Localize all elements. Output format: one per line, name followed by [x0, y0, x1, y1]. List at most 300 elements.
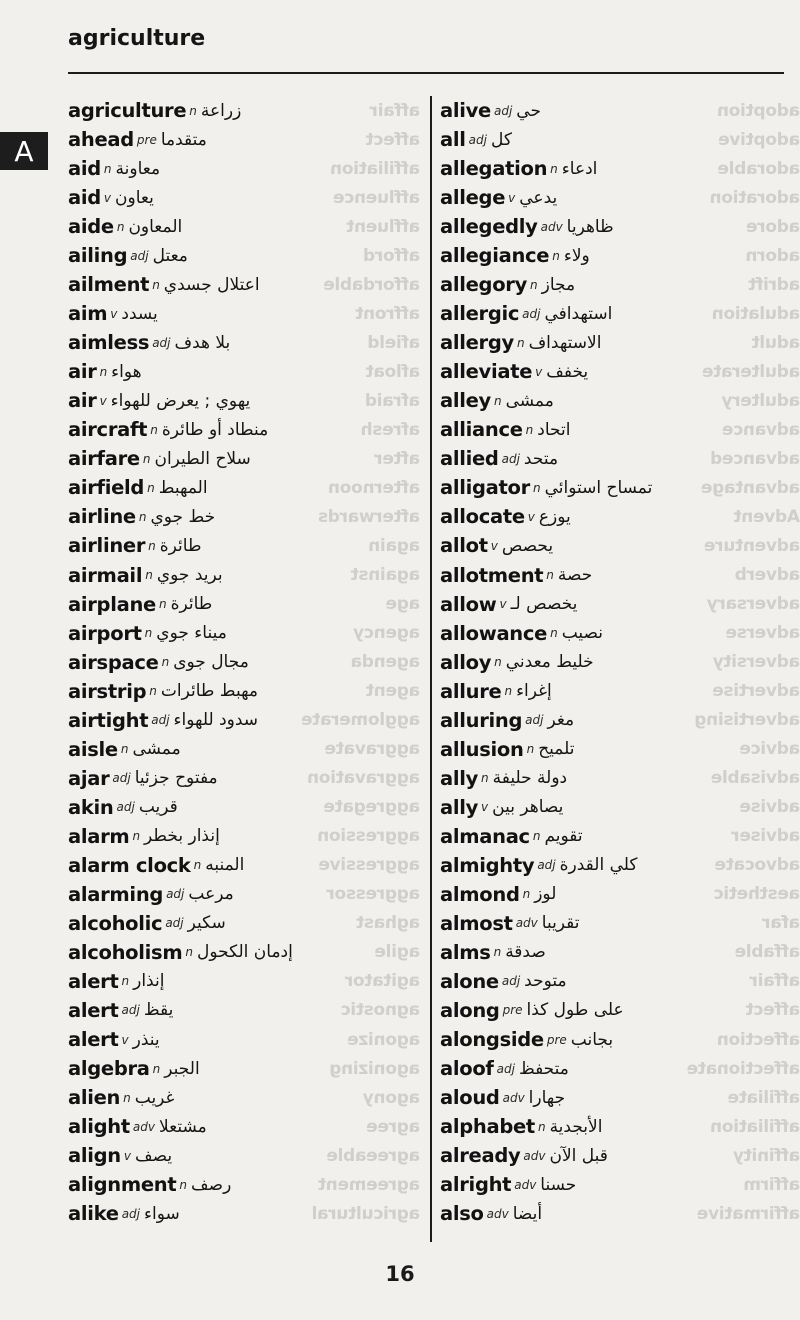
arabic-translation: المهبط	[158, 477, 208, 498]
dictionary-entry	[68, 822, 408, 851]
arabic-translation: بجانب	[570, 1029, 614, 1050]
headword: alarming	[68, 882, 164, 906]
headword: alert	[68, 1028, 119, 1052]
part-of-speech: n	[526, 742, 535, 757]
arabic-translation: غريب	[134, 1087, 175, 1108]
dictionary-entry	[68, 125, 408, 154]
arabic-translation: سدود للهواء	[173, 710, 259, 731]
headword: alluring	[440, 708, 523, 732]
part-of-speech: adj	[496, 1061, 515, 1076]
arabic-translation: المعاون	[128, 216, 183, 237]
bleed-through-word: agglomerate	[301, 710, 420, 731]
bleed-through-word: advertise	[712, 681, 800, 702]
headword: almanac	[440, 824, 530, 848]
bleed-through-word: adult	[751, 332, 800, 353]
headword: ally	[440, 766, 479, 790]
part-of-speech: n	[193, 858, 202, 873]
arabic-translation: الجبر	[164, 1058, 200, 1079]
headword: airport	[68, 621, 142, 645]
dictionary-entry	[68, 1083, 408, 1112]
dictionary-entry	[440, 735, 760, 764]
arabic-translation: مغر	[547, 710, 575, 731]
arabic-translation: كل	[490, 129, 512, 150]
arabic-translation: إنذار	[133, 971, 165, 992]
part-of-speech: v	[99, 393, 107, 408]
dictionary-entry	[440, 183, 760, 212]
part-of-speech: n	[522, 887, 531, 902]
bleed-through-word: affair	[749, 971, 800, 992]
bleed-through-word: agreement	[318, 1174, 420, 1195]
arabic-translation: سواء	[144, 1203, 180, 1224]
part-of-speech: v	[490, 538, 498, 553]
headword: airspace	[68, 650, 159, 674]
bleed-through-word: afar	[762, 913, 800, 934]
arabic-translation: يخفف	[546, 361, 589, 382]
bleed-through-word: affiliate	[727, 1087, 800, 1108]
part-of-speech: adv	[514, 1177, 537, 1192]
arabic-translation: استهدافي	[544, 303, 613, 324]
headword: alloy	[440, 650, 492, 674]
headword: alike	[68, 1202, 119, 1226]
bleed-through-word: affect	[745, 1000, 800, 1021]
part-of-speech: adv	[540, 219, 563, 234]
arabic-translation: مهبط طائرات	[160, 681, 259, 702]
headword: alien	[68, 1086, 121, 1110]
headword: almond	[440, 882, 520, 906]
headword: allure	[440, 679, 502, 703]
arabic-translation: زراعة	[200, 100, 242, 121]
dictionary-entry	[68, 386, 408, 415]
arabic-translation: قبل الآن	[549, 1145, 608, 1166]
part-of-speech: adj	[493, 103, 513, 118]
part-of-speech: n	[116, 219, 125, 234]
dictionary-entry	[440, 822, 760, 851]
dictionary-entry	[440, 909, 760, 938]
part-of-speech: v	[103, 190, 112, 205]
part-of-speech: adj	[522, 306, 541, 321]
dictionary-entry	[68, 96, 408, 125]
dictionary-entry	[68, 1199, 408, 1228]
headword: airplane	[68, 592, 156, 616]
arabic-translation: مرعب	[188, 884, 234, 905]
bleed-through-word: aggravation	[307, 768, 420, 789]
bleed-through-word: adventure	[704, 535, 800, 556]
part-of-speech: n	[123, 1090, 131, 1105]
headword: aid	[68, 186, 101, 210]
dictionary-entry	[440, 996, 760, 1025]
part-of-speech: adv	[502, 1090, 525, 1105]
arabic-translation: ممشى	[505, 390, 554, 411]
bleed-through-word: agricultural	[311, 1203, 420, 1224]
bleed-through-word: affair	[369, 100, 420, 121]
headword: aisle	[68, 737, 118, 761]
dictionary-entry	[440, 648, 760, 677]
headword: alert	[68, 998, 119, 1022]
dictionary-entry	[68, 1025, 408, 1054]
headword: allergic	[440, 302, 520, 326]
dictionary-entry	[68, 967, 408, 996]
bleed-through-word: agreeable	[326, 1145, 420, 1166]
bleed-through-word: affiliation	[710, 1116, 800, 1137]
arabic-translation: لوز	[534, 884, 557, 905]
bleed-through-word: adulation	[711, 303, 800, 324]
dictionary-entry	[440, 328, 760, 357]
headword: allege	[440, 186, 506, 210]
headword: air	[68, 389, 97, 413]
bleed-through-word: adviser	[731, 826, 800, 847]
part-of-speech: n	[494, 655, 502, 670]
bleed-through-word: affection	[717, 1029, 800, 1050]
dictionary-entry	[68, 270, 408, 299]
dictionary-entry	[68, 473, 408, 502]
header-rule	[68, 72, 784, 74]
arabic-translation: يهوي ; يعرض للهواء	[110, 390, 251, 411]
bleed-through-word: advance	[722, 419, 800, 440]
part-of-speech: n	[532, 829, 541, 844]
arabic-translation: اتحاد	[537, 419, 571, 440]
part-of-speech: n	[546, 568, 554, 583]
arabic-translation: ممشى	[132, 739, 181, 760]
headword: align	[68, 1144, 121, 1168]
bleed-through-word: again	[368, 535, 420, 556]
arabic-translation: منطاد أو طائرة	[161, 419, 269, 440]
bleed-through-word: Advent	[733, 506, 800, 527]
part-of-speech: adj	[116, 800, 135, 815]
headword: allot	[440, 534, 488, 558]
arabic-translation: بريد جوي	[156, 565, 223, 586]
bleed-through-word: afterwards	[318, 506, 420, 527]
bleed-through-word: agitator	[345, 971, 420, 992]
headword: alliance	[440, 418, 523, 442]
headword: alley	[440, 389, 491, 413]
bleed-through-word: affront	[355, 303, 420, 324]
arabic-translation: بلا هدف	[174, 332, 231, 353]
arabic-translation: اعتلال جسدي	[163, 274, 260, 295]
dictionary-entry	[68, 909, 408, 938]
arabic-translation: يوزع	[538, 506, 571, 527]
headword: alcoholic	[68, 911, 163, 935]
part-of-speech: n	[550, 626, 558, 641]
part-of-speech: v	[123, 1148, 131, 1163]
dictionary-entry	[440, 851, 760, 880]
dictionary-entry	[440, 125, 760, 154]
dictionary-entry	[440, 415, 760, 444]
dictionary-entry	[440, 357, 760, 386]
dictionary-entry	[68, 212, 408, 241]
bleed-through-word: adultery	[721, 390, 800, 411]
arabic-translation: تلميح	[538, 739, 575, 760]
headword: alarm	[68, 824, 130, 848]
headword: allegedly	[440, 215, 538, 239]
bleed-through-word: agency	[353, 623, 420, 644]
headword: ahead	[68, 128, 134, 152]
headword: allowance	[440, 621, 548, 645]
bleed-through-word: aghast	[356, 913, 420, 934]
arabic-translation: تقريبا	[541, 913, 580, 934]
part-of-speech: n	[149, 684, 157, 699]
part-of-speech: adj	[121, 1003, 140, 1018]
arabic-translation: كلي القدرة	[559, 855, 638, 876]
dictionary-entry	[440, 386, 760, 415]
headword: alms	[440, 940, 491, 964]
bleed-through-word: afield	[367, 332, 420, 353]
part-of-speech: n	[103, 161, 112, 176]
dictionary-entry	[68, 590, 408, 619]
bleed-through-word: afford	[363, 245, 420, 266]
bleed-through-word: agonizing	[329, 1058, 420, 1079]
page-number: 16	[385, 1262, 415, 1286]
arabic-translation: ظاهريا	[566, 216, 614, 237]
dictionary-entry	[440, 531, 760, 560]
dictionary-entry	[440, 270, 760, 299]
headword: allusion	[440, 737, 524, 761]
arabic-translation: إغراء	[516, 681, 552, 702]
part-of-speech: n	[138, 509, 147, 524]
arabic-translation: هواء	[111, 361, 142, 382]
headword: ailment	[68, 273, 150, 297]
left-entry-column	[68, 96, 408, 1228]
bleed-through-word: adversary	[707, 594, 800, 615]
bleed-through-word: agnostic	[340, 1000, 420, 1021]
bleed-through-word: adverb	[734, 565, 800, 586]
part-of-speech: adj	[112, 771, 131, 786]
part-of-speech: adv	[132, 1119, 155, 1134]
headword: aim	[68, 302, 108, 326]
arabic-translation: معاونة	[115, 158, 161, 179]
dictionary-entry	[440, 1025, 760, 1054]
dictionary-entry	[68, 241, 408, 270]
bleed-through-word: advantage	[701, 477, 800, 498]
headword: agriculture	[68, 99, 187, 123]
arabic-translation: حسنا	[540, 1174, 577, 1195]
arabic-translation: يقظ	[143, 1000, 174, 1021]
dictionary-entry	[68, 328, 408, 357]
bleed-through-word: adoption	[717, 100, 800, 121]
part-of-speech: adv	[486, 1206, 509, 1221]
dictionary-entry	[68, 996, 408, 1025]
dictionary-entry	[440, 473, 760, 502]
dictionary-entry	[440, 1141, 760, 1170]
dictionary-entry	[68, 648, 408, 677]
part-of-speech: adj	[501, 451, 520, 466]
bleed-through-word: agile	[374, 942, 420, 963]
dictionary-entry	[68, 793, 408, 822]
dictionary-entry	[440, 1112, 760, 1141]
dictionary-entry	[440, 706, 760, 735]
bleed-through-word: advertising	[694, 710, 800, 731]
arabic-translation: معتل	[152, 245, 188, 266]
dictionary-entry	[68, 619, 408, 648]
dictionary-entry	[68, 880, 408, 909]
headword: airmail	[68, 563, 143, 587]
headword: along	[440, 998, 500, 1022]
arabic-translation: يحصص	[501, 535, 554, 556]
column-divider	[430, 96, 432, 1242]
headword: alongside	[440, 1028, 544, 1052]
part-of-speech: n	[525, 422, 534, 437]
arabic-translation: على طول كذا	[526, 1000, 624, 1021]
part-of-speech: n	[121, 974, 130, 989]
arabic-translation: مفتوح جزئيا	[134, 768, 218, 789]
headword: algebra	[68, 1057, 150, 1081]
bleed-through-word: aggression	[317, 826, 420, 847]
part-of-speech: adj	[468, 132, 487, 147]
part-of-speech: n	[158, 597, 167, 612]
arabic-translation: يخصص لـ	[510, 594, 578, 615]
dictionary-entry	[68, 1054, 408, 1083]
bleed-through-word: advanced	[710, 448, 800, 469]
headword: aircraft	[68, 418, 148, 442]
headword: aloof	[440, 1057, 494, 1081]
headword: alcoholism	[68, 940, 183, 964]
dictionary-entry	[68, 183, 408, 212]
bleed-through-word: adoration	[709, 187, 800, 208]
bleed-through-word: advice	[739, 739, 800, 760]
bleed-through-word: affordable	[323, 274, 420, 295]
dictionary-entry	[440, 1054, 760, 1083]
headword: aloud	[440, 1086, 500, 1110]
dictionary-entry	[68, 706, 408, 735]
arabic-translation: ادعاء	[561, 158, 598, 179]
arabic-translation: متحفظ	[518, 1058, 569, 1079]
right-entry-column	[440, 96, 760, 1228]
headword: all	[440, 128, 466, 152]
dictionary-entry	[440, 96, 760, 125]
arabic-translation: صدقة	[505, 942, 546, 963]
arabic-translation: ميناء جوي	[156, 623, 227, 644]
dictionary-entry	[68, 415, 408, 444]
bleed-through-word: against	[350, 565, 420, 586]
dictionary-entry	[68, 851, 408, 880]
part-of-speech: n	[148, 538, 156, 553]
dictionary-entry	[68, 299, 408, 328]
part-of-speech: n	[144, 626, 153, 641]
arabic-translation: حي	[516, 100, 541, 121]
dictionary-entry	[68, 357, 408, 386]
part-of-speech: adj	[152, 335, 171, 350]
part-of-speech: n	[145, 568, 153, 583]
dictionary-entry	[440, 561, 760, 590]
part-of-speech: n	[552, 248, 560, 263]
dictionary-entry	[68, 444, 408, 473]
arabic-translation: طائرة	[170, 594, 213, 615]
bleed-through-word: agonize	[347, 1029, 420, 1050]
arabic-translation: ولاء	[563, 245, 590, 266]
dictionary-entry	[440, 590, 760, 619]
headword: allegory	[440, 273, 528, 297]
bleed-through-word: afresh	[360, 419, 420, 440]
part-of-speech: pre	[136, 132, 157, 147]
arabic-translation: يدعي	[519, 187, 558, 208]
headword: aide	[68, 215, 114, 239]
bleed-through-word: adorable	[717, 158, 800, 179]
part-of-speech: adj	[525, 713, 544, 728]
headword: aimless	[68, 331, 150, 355]
part-of-speech: n	[99, 364, 108, 379]
part-of-speech: n	[532, 480, 541, 495]
bleed-through-word: affluent	[346, 216, 420, 237]
bleed-through-word: adorn	[745, 245, 800, 266]
part-of-speech: n	[150, 422, 158, 437]
arabic-translation: أيضا	[512, 1203, 543, 1224]
arabic-translation: يصف	[134, 1145, 173, 1166]
headword: allegiance	[440, 244, 550, 268]
dictionary-entry	[68, 1112, 408, 1141]
headword: airtight	[68, 708, 149, 732]
arabic-translation: دولة حليفة	[492, 768, 568, 789]
arabic-translation: خط جوي	[150, 506, 216, 527]
part-of-speech: adv	[523, 1148, 546, 1163]
bleed-through-word: adrift	[748, 274, 800, 295]
bleed-through-word: aggravate	[324, 739, 420, 760]
part-of-speech: n	[550, 161, 558, 176]
part-of-speech: n	[493, 393, 502, 408]
bleed-through-word: aggressive	[318, 855, 420, 876]
arabic-translation: إنذار بخطر	[144, 826, 220, 847]
part-of-speech: n	[147, 480, 155, 495]
part-of-speech: pre	[502, 1003, 523, 1018]
dictionary-entry	[68, 561, 408, 590]
headword: alphabet	[440, 1115, 535, 1139]
part-of-speech: n	[142, 451, 151, 466]
dictionary-entry	[440, 299, 760, 328]
part-of-speech: v	[110, 306, 118, 321]
dictionary-entry	[440, 967, 760, 996]
arabic-translation: طائرة	[159, 535, 202, 556]
part-of-speech: v	[527, 509, 535, 524]
arabic-translation: تمساح استوائي	[544, 477, 653, 498]
arabic-translation: مشتعلا	[158, 1116, 207, 1137]
headword: allow	[440, 592, 497, 616]
arabic-translation: قريب	[138, 797, 178, 818]
headword: alarm clock	[68, 853, 191, 877]
arabic-translation: متحد	[523, 448, 559, 469]
arabic-translation: سكير	[187, 913, 226, 934]
arabic-translation: حصة	[557, 565, 593, 586]
dictionary-entry	[440, 1170, 760, 1199]
arabic-translation: متوحد	[524, 971, 567, 992]
headword: allotment	[440, 563, 544, 587]
dictionary-entry	[68, 677, 408, 706]
bleed-through-word: after	[374, 448, 420, 469]
bleed-through-word: agenda	[350, 652, 420, 673]
bleed-through-word: affinity	[733, 1145, 800, 1166]
dictionary-entry	[440, 502, 760, 531]
dictionary-entry	[440, 444, 760, 473]
dictionary-entry	[68, 502, 408, 531]
dictionary-entry	[440, 241, 760, 270]
bleed-through-word: affiliation	[330, 158, 420, 179]
arabic-translation: المنبه	[205, 855, 245, 876]
arabic-translation: تقويم	[544, 826, 583, 847]
part-of-speech: n	[530, 277, 538, 292]
bleed-through-word: advisable	[711, 768, 800, 789]
arabic-translation: سلاح الطيران	[154, 448, 251, 469]
part-of-speech: n	[120, 742, 129, 757]
headword: almost	[440, 911, 513, 935]
bleed-through-word: age	[385, 594, 420, 615]
bleed-through-word: affable	[734, 942, 800, 963]
part-of-speech: v	[481, 800, 489, 815]
bleed-through-word: afternoon	[328, 477, 420, 498]
part-of-speech: v	[508, 190, 516, 205]
headword: alright	[440, 1173, 512, 1197]
bleed-through-word: adoptive	[718, 129, 800, 150]
dictionary-entry	[68, 1141, 408, 1170]
bleed-through-word: adulterate	[702, 361, 800, 382]
part-of-speech: n	[185, 945, 193, 960]
dictionary-entry	[68, 938, 408, 967]
